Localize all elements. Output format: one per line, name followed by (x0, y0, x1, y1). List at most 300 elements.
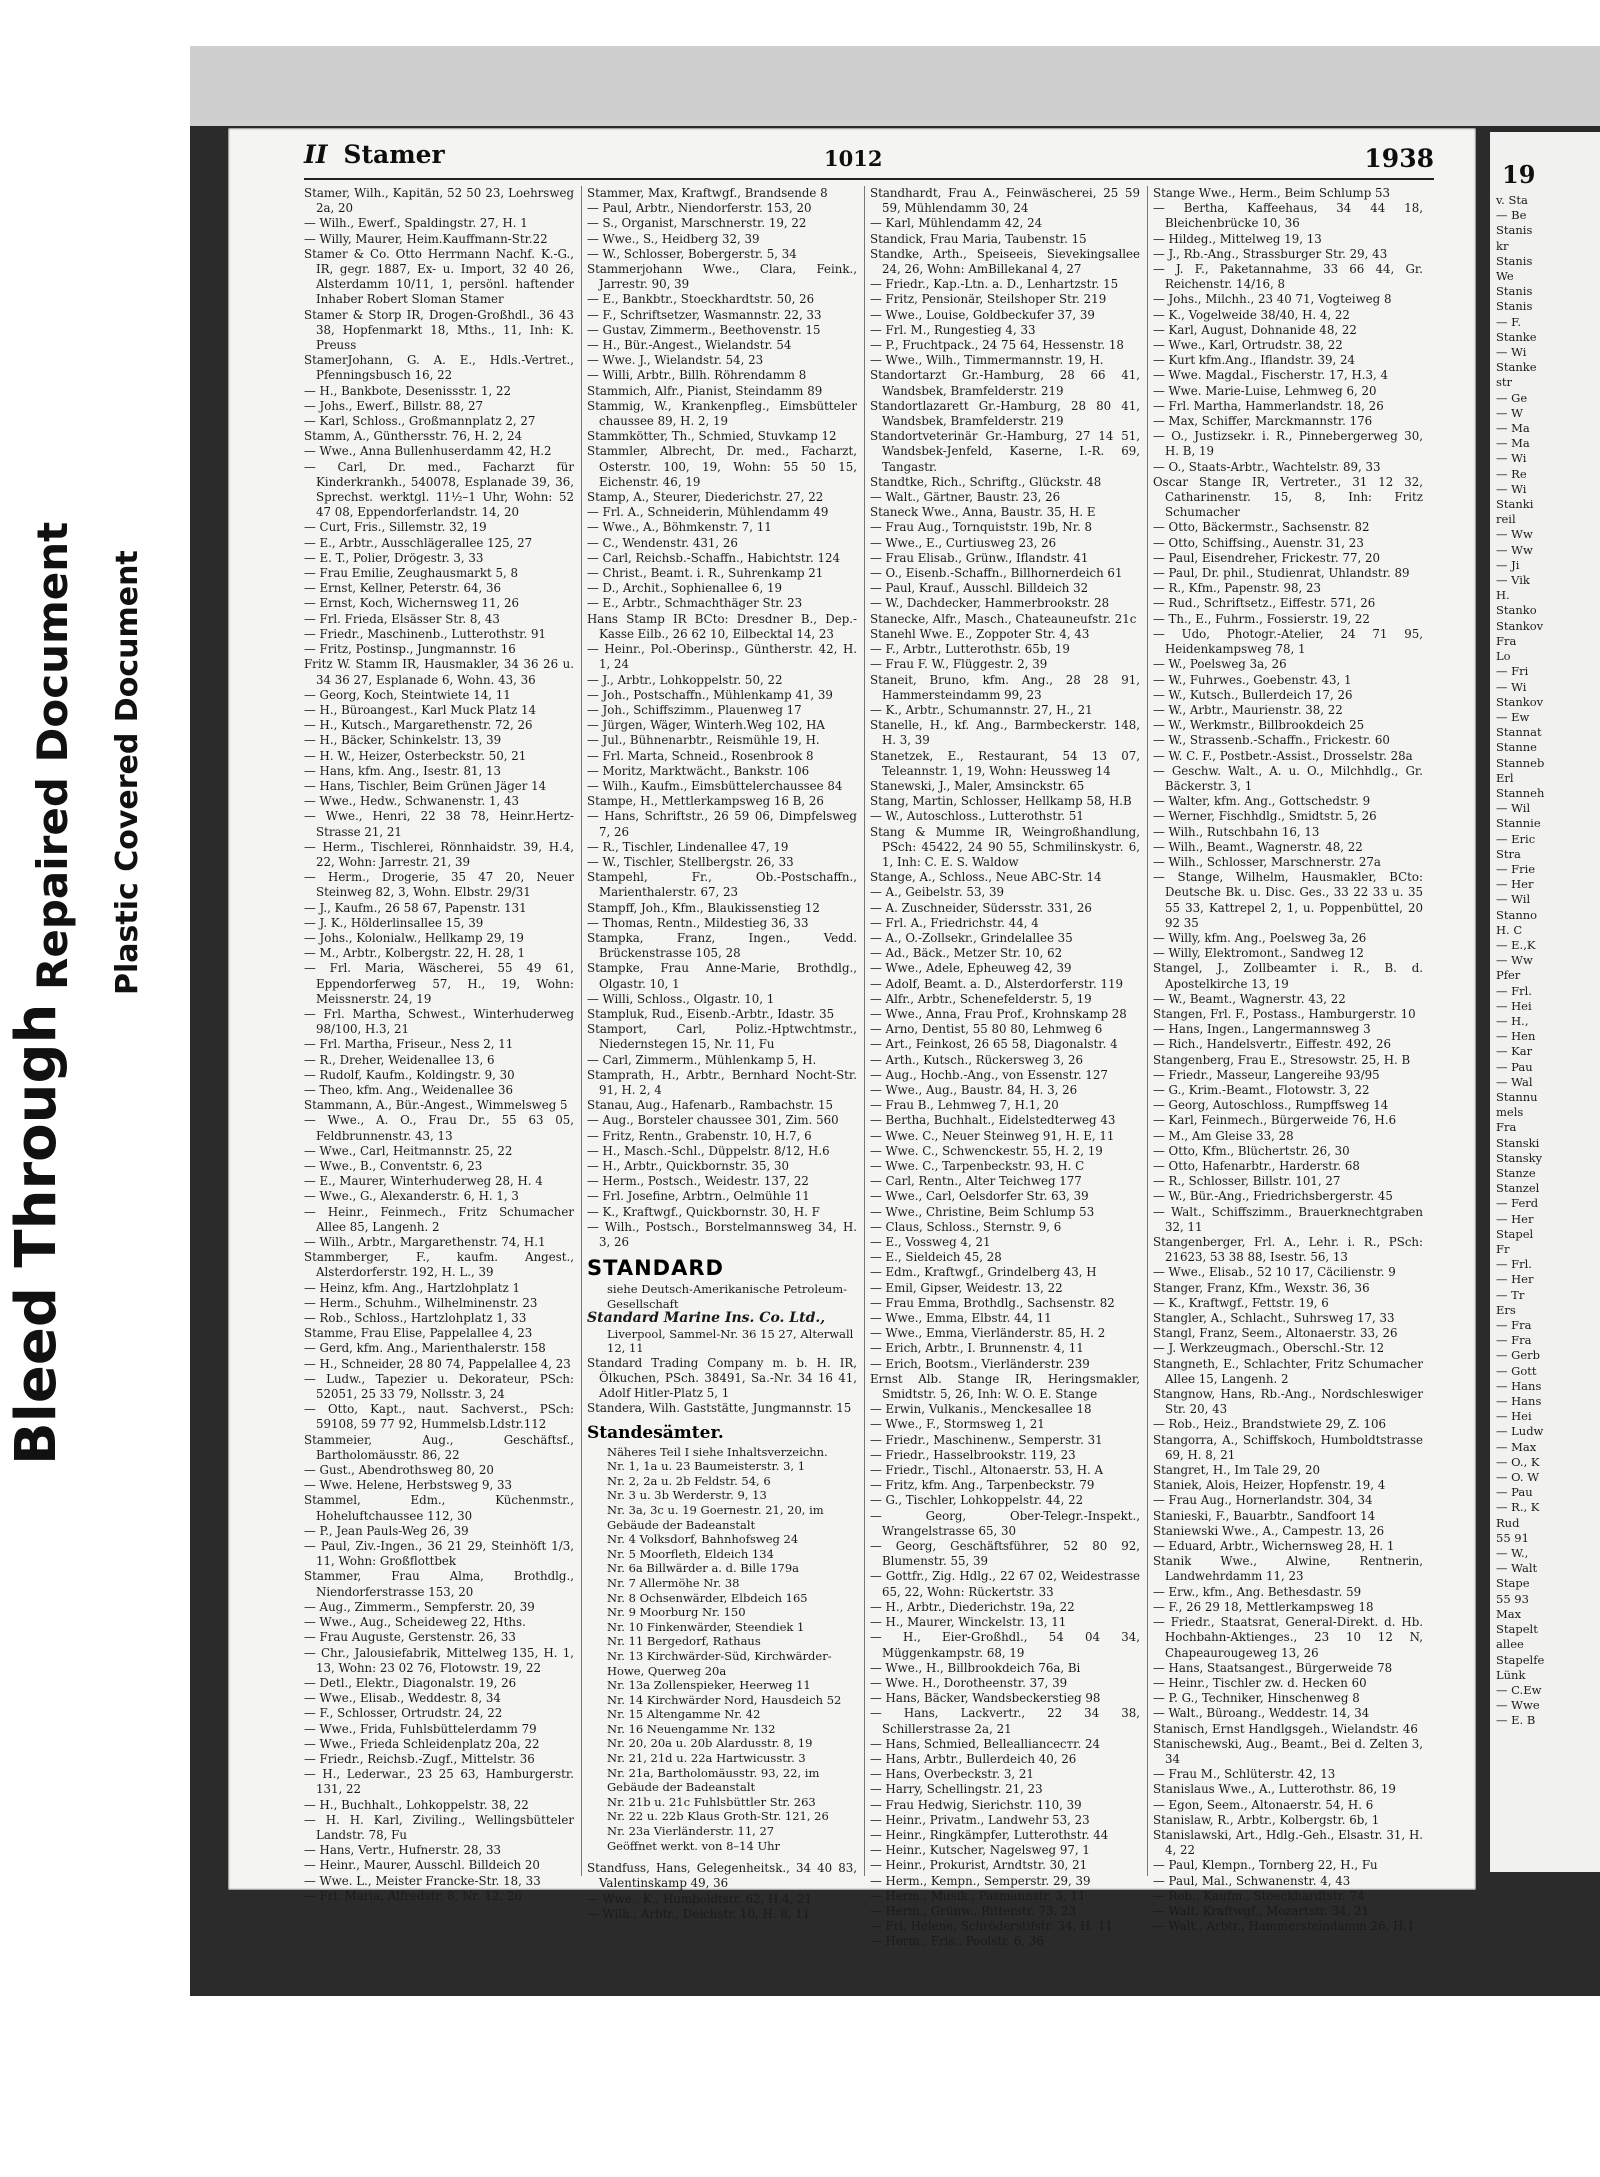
directory-entry: — W., Arbtr., Maurienstr. 38, 22 (1153, 702, 1343, 717)
directory-entry: — Jul., Bühnenarbtr., Reismühle 19, H. (587, 733, 820, 748)
directory-entry: — J. Werkzeugmach., Oberschl.-Str. 12 (1153, 1341, 1385, 1356)
adjacent-page-fragment: — Gerb (1496, 1348, 1541, 1363)
directory-entry: — Heinr., Prokurist, Arndtstr. 30, 21 (870, 1858, 1088, 1873)
adjacent-page-fragment: — Be (1496, 208, 1527, 223)
directory-entry: Standick, Frau Maria, Taubenstr. 15 (870, 231, 1087, 246)
directory-entry: — P. G., Techniker, Hinschenweg 8 (1153, 1691, 1360, 1706)
directory-entry: — F., Schlosser, Ortrudstr. 24, 22 (304, 1706, 503, 1721)
directory-entry: — W., Strassenb.-Schaffn., Frickestr. 60 (1153, 733, 1390, 748)
directory-entry: — Frl. Martha, Friseur., Ness 2, 11 (304, 1037, 514, 1052)
directory-entry: — W., Autoschloss., Lutterothstr. 51 (870, 809, 1084, 824)
directory-entry: — Frau Emilie, Zeughausmarkt 5, 8 (304, 566, 518, 581)
directory-entry: — H., Arbtr., Quickbornstr. 35, 30 (587, 1159, 789, 1173)
directory-entry: — J. K., Hölderlinsallee 15, 39 (304, 915, 484, 930)
adjacent-page-fragment: Stansky (1496, 1150, 1543, 1165)
adjacent-page-fragment: Erl (1496, 770, 1514, 785)
directory-entry: — Gerd, kfm. Ang., Marienthalerstr. 158 (304, 1341, 546, 1356)
directory-entry: — Arno, Dentist, 55 80 80, Lehmweg 6 (870, 1022, 1103, 1037)
directory-entry: — Wwe., Wilh., Timmermannstr. 19, H. (870, 353, 1104, 368)
directory-entry: — Wwe. L., Meister Francke-Str. 18, 33 (304, 1873, 541, 1888)
directory-entry: — Ernst, Kellner, Peterstr. 64, 36 (304, 581, 502, 596)
adjacent-page-fragment: — Pau (1496, 1059, 1533, 1074)
directory-entry: — Wwe. C., Tarpenbeckstr. 93, H. C (870, 1159, 1085, 1173)
directory-entry: — Wwe., F., Stormsweg 1, 21 (870, 1417, 1045, 1432)
adjacent-page-fragment: reil (1496, 512, 1516, 527)
directory-entry: — Hans, Staatsangest., Bürgerweide 78 (1153, 1660, 1393, 1675)
directory-entry: — Heinr., Pol.-Oberinsp., Güntherstr. 42, H. 1, 24 (587, 642, 857, 672)
directory-entry: Stanger, Franz, Kfm., Wexstr. 36, 36 (1153, 1280, 1370, 1295)
directory-entry: Staniewski Wwe., A., Campestr. 13, 26 (1153, 1523, 1385, 1538)
directory-entry: Stange Wwe., Herm., Beim Schlump 53 (1153, 186, 1391, 200)
standard-note: siehe Deutsch-Amerikanische Petroleum-Gesellschaft (607, 1282, 848, 1311)
directory-entry: — Georg, Geschäftsführer, 52 80 92, Blumenstr. 55, 39 (870, 1539, 1140, 1569)
directory-entry: — Rob., Heiz., Brandstwiete 29, Z. 106 (1153, 1417, 1386, 1432)
directory-entry: — K., Kraftwgf., Quickbornstr. 30, H. F (587, 1204, 820, 1219)
directory-entry: Stangret, H., Im Tale 29, 20 (1153, 1463, 1321, 1478)
directory-entry: Nr. 15 Altengamme Nr. 42 (607, 1707, 761, 1722)
directory-entry: Stammberger, F., kaufm. Angest., Alsterdorferstr. 192, H. L., 39 (304, 1250, 574, 1280)
directory-entry: — Alfr., Arbtr., Schenefelderstr. 5, 19 (870, 991, 1092, 1006)
adjacent-page-fragment: mels (1496, 1105, 1524, 1120)
adjacent-page-fragment: — Ludw (1496, 1424, 1544, 1439)
directory-entry: — W. C. F., Postbetr.-Assist., Drosselstr. 28a (1153, 748, 1413, 763)
directory-entry: — Paul, Mal., Schwanenstr. 4, 43 (1153, 1873, 1351, 1888)
directory-entry: Stammer, Max, Kraftwgf., Brandsende 8 (587, 186, 828, 200)
adjacent-page-fragment: — Frl. (1496, 983, 1532, 998)
directory-entry: — K., Vogelweide 38/40, H. 4, 22 (1153, 307, 1350, 322)
directory-entry: — Eduard, Arbtr., Wichernsweg 28, H. 1 (1153, 1539, 1395, 1554)
directory-entry: — Paul, Arbtr., Niendorferstr. 153, 20 (587, 201, 812, 216)
directory-entry: Stammel, Edm., Küchenmstr., Hoheluftchaussee 112, 30 (304, 1493, 574, 1523)
directory-entry: Geöffnet werkt. von 8–14 Uhr (607, 1838, 781, 1853)
adjacent-page-fragment: — Hans (1496, 1394, 1542, 1409)
directory-entry: — A., O.-Zollsekr., Grindelallee 35 (870, 930, 1073, 945)
adjacent-page-fragment: — Kar (1496, 1044, 1533, 1059)
directory-entry: — M., Arbtr., Kolbergstr. 22, H. 28, 1 (304, 946, 525, 961)
directory-entry: — H., Masch.-Schl., Düppelstr. 8/12, H.6 (587, 1143, 830, 1158)
adjacent-page-fragment: — Ji (1496, 557, 1520, 572)
directory-entry: — Geschw. Walt., A. u. O., Milchhdlg., Gr. Bäckerstr. 3, 1 (1153, 763, 1423, 793)
directory-entry: Nr. 5 Moorfleth, Eldeich 134 (607, 1546, 774, 1561)
directory-entry: — Wilh., Arbtr., Margarethenstr. 74, H.1 (304, 1235, 546, 1250)
standard-marine-name: Standard Marine Ins. Co. Ltd., (587, 1310, 826, 1327)
directory-entry: — Wilh., Postsch., Borstelmannsweg 34, H. 3, 26 (587, 1219, 857, 1250)
directory-entry: — J., Kaufm., 26 58 67, Papenstr. 131 (304, 900, 527, 915)
column-divider (581, 186, 582, 1876)
directory-entry: — Wwe., Frida, Fuhlsbüttelerdamm 79 (304, 1721, 537, 1736)
adjacent-page-fragment: Stanki (1496, 497, 1534, 512)
directory-entry: — Georg, Autoschloss., Rumpffsweg 14 (1153, 1098, 1389, 1113)
adjacent-page-fragment: Stanzel (1496, 1181, 1540, 1196)
directory-entry: — Wwe., Anna, Frau Prof., Krohnskamp 28 (870, 1006, 1127, 1021)
directory-entry: Stampff, Joh., Kfm., Blaukissenstieg 12 (587, 900, 820, 915)
directory-entry: — Arth., Kutsch., Rückersweg 3, 26 (870, 1052, 1084, 1067)
directory-entry: — Georg, Ober-Telegr.-Inspekt., Wrangelstrasse 65, 30 (870, 1508, 1140, 1538)
directory-entry: Standortlazarett Gr.-Hamburg, 28 80 41, Wandsbek, Bramfelderstr. 219 (870, 398, 1140, 429)
adjacent-page-fragment: Stape (1496, 1576, 1530, 1591)
directory-entry: — Heinr., Tischler zw. d. Hecken 60 (1153, 1675, 1367, 1690)
directory-entry: — E., Arbtr., Ausschlägerallee 125, 27 (304, 535, 533, 550)
directory-entry: — Wwe. Helene, Herbstsweg 9, 33 (304, 1478, 513, 1493)
adjacent-page-fragment: Fr (1496, 1242, 1510, 1257)
directory-entry: Nr. 21b u. 21c Fuhlsbüttler Str. 263 (607, 1794, 816, 1809)
column-4 (1153, 186, 1423, 1934)
standard-heading: STANDARD (587, 1256, 724, 1281)
directory-entry: Hans Stamp IR BCto: Dresdner B., Dep.-Kasse Eilb., 26 62 10, Eilbecktal 14, 23 (587, 611, 857, 641)
directory-entry: — Fritz, Rentn., Grabenstr. 10, H.7, 6 (587, 1128, 812, 1143)
adjacent-page-edge (1490, 132, 1600, 1872)
directory-entry: — Willy, Maurer, Heim.Kauffmann-Str.22 (304, 231, 548, 246)
directory-entry: — H., Eier-Großhdl., 54 04 34, Müggenkampstr. 68, 19 (870, 1630, 1140, 1660)
directory-entry: — Rob., Schloss., Hartzlohplatz 1, 33 (304, 1311, 527, 1326)
directory-entry: — Wwe., Elisab., Weddestr. 8, 34 (304, 1691, 501, 1706)
directory-entry: — Wilh., Kaufm., Eimsbüttelerchaussee 84 (587, 778, 843, 793)
directory-entry: — Carl, Rentn., Alter Teichweg 177 (870, 1174, 1082, 1189)
directory-entry: — W., Beamt., Wagnerstr. 43, 22 (1153, 991, 1346, 1006)
directory-entry: — Herm., Drogerie, 35 47 20, Neuer Steinweg 82, 3, Wohn. Elbstr. 29/31 (304, 870, 574, 900)
directory-entry: — W., Bür.-Ang., Friedrichsbergerstr. 45 (1153, 1189, 1393, 1204)
column-divider (1147, 186, 1148, 1876)
adjacent-page-fragment: — W., (1496, 1546, 1529, 1561)
adjacent-page-fragment: Stapelfe (1496, 1652, 1545, 1667)
directory-entry: — Chr., Jalousiefabrik, Mittelweg 135, H. 1, 13, Wohn: 23 02 76, Flotowstr. 19, 22 (304, 1645, 574, 1675)
directory-entry: — W., Schlosser, Bobergerstr. 5, 34 (587, 246, 797, 261)
adjacent-page-fragment: — Hen (1496, 1029, 1536, 1044)
adjacent-page-fragment: — Max (1496, 1439, 1537, 1454)
bleed-through-label: Bleed Through (4, 1003, 69, 1465)
directory-entry: — Erich, Bootsm., Vierländerstr. 239 (870, 1356, 1090, 1371)
adjacent-page-fragment: — Her (1496, 1211, 1534, 1226)
adjacent-page-fragment: Stanis (1496, 299, 1533, 314)
directory-entry: — Harry, Schellingstr. 21, 23 (870, 1782, 1043, 1797)
directory-entry: Nr. 4 Volksdorf, Bahnhofsweg 24 (607, 1532, 799, 1547)
directory-entry: Ernst Alb. Stange IR, Heringsmakler, Smidtstr. 5, 26, Inh: W. O. E. Stange (870, 1371, 1140, 1402)
adjacent-page-fragment: — Wil (1496, 892, 1531, 907)
directory-entry: Nr. 9 Moorburg Nr. 150 (607, 1605, 746, 1620)
directory-entry: — Heinr., Ringkämpfer, Lutterothstr. 44 (870, 1827, 1109, 1842)
directory-entry: — Frl. Helene, Schröderstifstr. 34, H. 11 (870, 1919, 1113, 1934)
directory-entry: Staneit, Bruno, kfm. Ang., 28 28 91, Hammersteindamm 99, 23 (870, 672, 1140, 702)
adjacent-page-fragment: Stanze (1496, 1166, 1536, 1180)
directory-entry: Standtke, Rich., Schriftg., Glückstr. 48 (870, 474, 1102, 489)
directory-entry: — Egon, Seem., Altonaerstr. 54, H. 6 (1153, 1797, 1374, 1812)
directory-entry: — Max, Schiffer, Marckmannstr. 176 (1153, 414, 1373, 429)
directory-entry: — Ludw., Tapezier u. Dekorateur, PSch: 52051, 25 33 79, Nollsstr. 3, 24 (304, 1371, 574, 1402)
directory-entry: — P., Fruchtpack., 24 75 64, Hessenstr. 18 (870, 338, 1124, 353)
adjacent-page-fragment: — Hans (1496, 1378, 1542, 1393)
directory-entry: — Frl. Marta, Schneid., Rosenbrook 8 (587, 748, 814, 763)
directory-entry: — Hans, Schriftstr., 26 59 06, Dimpfelsweg 7, 26 (587, 809, 857, 839)
directory-entry: — E., Arbtr., Schmachthäger Str. 23 (587, 596, 803, 611)
directory-entry: — Wwe. C., Neuer Steinweg 91, H. E, 11 (870, 1128, 1115, 1143)
directory-entry: Nr. 10 Finkenwärder, Steendiek 1 (607, 1619, 805, 1634)
adjacent-page-fragment: Stannie (1496, 816, 1541, 831)
page-year: 1938 (1364, 144, 1434, 173)
adjacent-page-fragment: Stanke (1496, 360, 1537, 375)
directory-entry: — J. F., Paketannahme, 33 66 44, Gr. Reichenstr. 14/16, 8 (1153, 262, 1423, 292)
directory-entry: — Kurt kfm.Ang., Iflandstr. 39, 24 (1153, 353, 1356, 368)
adjacent-page-fragment: Lo (1496, 649, 1511, 664)
directory-page (228, 128, 1476, 1949)
directory-entry: — Frau B., Lehmweg 7, H.1, 20 (870, 1098, 1059, 1113)
directory-entry: — Wwe., B., Conventstr. 6, 23 (304, 1159, 483, 1173)
adjacent-page-fragment: Stanko (1496, 603, 1537, 618)
adjacent-page-fragment: — H., (1496, 1013, 1529, 1028)
directory-entry: Stammeier, Aug., Geschäftsf., Bartholomäusstr. 86, 22 (304, 1432, 574, 1462)
directory-entry: — Frau Elisab., Grünw., Iflandstr. 41 (870, 550, 1089, 565)
adjacent-page-fragment: kr (1496, 238, 1509, 253)
directory-entry: — E. T., Polier, Drögestr. 3, 33 (304, 550, 484, 565)
directory-entry: — Herm., Schuhm., Wilhelminenstr. 23 (304, 1295, 538, 1310)
directory-entry: — R., Kfm., Papenstr. 98, 23 (1153, 581, 1322, 596)
directory-entry: Nr. 8 Ochsenwärder, Elbdeich 165 (607, 1590, 808, 1605)
directory-entry: Stanewski, J., Maler, Amsinckstr. 65 (870, 778, 1085, 793)
directory-entry: Fritz W. Stamm IR, Hausmakler, 34 36 26 u. 34 36 27, Esplanade 6, Wohn. 43, 36 (304, 657, 574, 687)
directory-entry: — Wwe., Carl, Heitmannstr. 25, 22 (304, 1143, 513, 1158)
directory-entry: — Wwe., Henri, 22 38 78, Heinr.Hertz-Strasse 21, 21 (304, 809, 574, 839)
adjacent-page-fragment: — O., K (1496, 1454, 1540, 1469)
directory-entry: — Frl. A., Friedrichstr. 44, 4 (870, 915, 1039, 930)
header-rule (304, 178, 1434, 180)
directory-entry: — W., Kutsch., Bullerdeich 17, 26 (1153, 687, 1353, 702)
adjacent-page-fragment: str (1496, 375, 1513, 390)
directory-entry: — Joh., Postschaffn., Mühlenkamp 41, 39 (587, 687, 833, 702)
adjacent-page-fragment: — E. B (1496, 1713, 1536, 1728)
directory-entry: — G., Krim.-Beamt., Flotowstr. 3, 22 (1153, 1082, 1370, 1097)
directory-entry: — K., Kraftwgf., Fettstr. 19, 6 (1153, 1295, 1329, 1310)
directory-entry: — Hans, Ingen., Langermannsweg 3 (1153, 1022, 1371, 1037)
directory-entry: — F., 26 29 18, Mettlerkampsweg 18 (1153, 1599, 1374, 1614)
directory-entry: Stamme, Frau Elise, Pappelallee 4, 23 (304, 1326, 533, 1341)
directory-entry: Stampehl, Fr., Ob.-Postschaffn., Marienthalerstr. 67, 23 (587, 870, 857, 900)
adjacent-page-fragment: — Her (1496, 877, 1534, 892)
directory-entry: — Paul, Dr. phil., Studienrat, Uhlandstr. 89 (1153, 566, 1410, 581)
adjacent-page-fragment: — Wwe (1496, 1698, 1540, 1713)
directory-entry: StamerJohann, G. A. E., Hdls.-Vertret., Pfenningsbusch 16, 22 (304, 353, 574, 383)
directory-entry: Stammann, A., Bür.-Angest., Wimmelsweg 5 (304, 1098, 568, 1113)
directory-entry: — Ad., Bäck., Metzer Str. 10, 62 (870, 946, 1063, 961)
directory-entry: — Hildeg., Mittelweg 19, 13 (1153, 231, 1322, 246)
directory-entry: — Frl. M., Rungestieg 4, 33 (870, 322, 1036, 337)
directory-entry: — Wwe., Carl, Oelsdorfer Str. 63, 39 (870, 1189, 1089, 1204)
directory-entry: — Paul, Krauf., Ausschl. Billdeich 32 (870, 581, 1089, 596)
directory-entry: — Emil, Gipser, Weidestr. 13, 22 (870, 1280, 1063, 1295)
directory-entry: — Otto, Kfm., Blüchertstr. 26, 30 (1153, 1143, 1350, 1158)
directory-entry: — Frl. Martha, Hammerlandstr. 18, 26 (1153, 398, 1384, 413)
directory-entry: — W., Fuhrwes., Goebenstr. 43, 1 (1153, 672, 1352, 687)
directory-entry: — Gottfr., Zig. Hdlg., 22 67 02, Weidestrasse 65, 22, Wohn: Rückertstr. 33 (870, 1569, 1140, 1599)
directory-entry: Stang, Martin, Schlosser, Hellkamp 58, H.B (870, 794, 1132, 809)
adjacent-page-fragment: — Ferd (1496, 1196, 1539, 1211)
directory-entry: — Art., Feinkost, 26 65 58, Diagonalstr. 4 (870, 1037, 1118, 1052)
directory-entry: — Walt., Büroang., Weddestr. 14, 34 (1153, 1706, 1370, 1721)
adjacent-page-fragment: — Ew (1496, 709, 1530, 724)
directory-entry: Standhardt, Frau A., Feinwäscherei, 25 59 59, Mühlendamm 30, 24 (870, 186, 1140, 216)
adjacent-page-fragment: — Frie (1496, 861, 1536, 876)
directory-entry: — Walter, kfm. Ang., Gottschedstr. 9 (1153, 794, 1371, 809)
adjacent-page-fragment: — Hei (1496, 998, 1532, 1013)
adjacent-page-fragment: — Wi (1496, 345, 1527, 360)
adjacent-page-fragment: Stanneh (1496, 785, 1545, 800)
adjacent-page-fragment: — Vik (1496, 573, 1530, 588)
adjacent-page-fragment: — Wi (1496, 451, 1527, 466)
directory-entry: — Fritz, Pensionär, Steilshoper Str. 219 (870, 292, 1107, 307)
directory-entry: — Jürgen, Wäger, Winterh.Weg 102, HA (587, 718, 825, 733)
directory-entry: — Wwe., S., Heidberg 32, 39 (587, 231, 760, 246)
directory-entry: — R., Dreher, Weidenallee 13, 6 (304, 1052, 495, 1067)
directory-entry: Stangneth, E., Schlachter, Fritz Schumacher Allee 15, Langenh. 2 (1153, 1356, 1423, 1386)
directory-entry: — J., Rb.-Ang., Strassburger Str. 29, 43 (1153, 246, 1388, 261)
directory-entry: — Wwe., Hedw., Schwanenstr. 1, 43 (304, 794, 520, 809)
adjacent-page-fragment: Stankov (1496, 618, 1544, 633)
directory-entry: Stampe, H., Mettlerkampsweg 16 B, 26 (587, 794, 824, 809)
directory-entry: — R., Tischler, Lindenallee 47, 19 (587, 839, 789, 854)
directory-entry: — Wwe., Christine, Beim Schlump 53 (870, 1204, 1095, 1219)
standesamter-intro: Näheres Teil I siehe Inhaltsverzeichn. (607, 1444, 828, 1459)
directory-entry: Stanau, Aug., Hafenarb., Rambachstr. 15 (587, 1098, 834, 1113)
directory-entry: — F., Arbtr., Lutterothstr. 65b, 19 (870, 642, 1070, 657)
directory-entry: — Otto, Schiffsing., Auenstr. 31, 23 (1153, 535, 1364, 550)
standard-marine-details: Liverpool, Sammel-Nr. 36 15 27, Alterwall 12, 11 (607, 1326, 854, 1356)
adjacent-page-fragment: — F. (1496, 314, 1521, 329)
directory-entry: — Hans, Bäcker, Wandsbeckerstieg 98 (870, 1691, 1101, 1706)
directory-entry: Stanisch, Ernst Handlgsgeh., Wielandstr. 46 (1153, 1721, 1418, 1736)
directory-entry: — Theo, kfm. Ang., Weidenallee 36 (304, 1082, 514, 1097)
directory-entry: Stanislawski, Art., Hdlg.-Geh., Elsastr. 31, H. 4, 22 (1153, 1827, 1423, 1858)
directory-entry: — H., Lederwar., 23 25 63, Hamburgerstr. 131, 22 (304, 1767, 574, 1797)
directory-entry: — H., Bürоangest., Karl Muck Platz 14 (304, 702, 536, 717)
directory-entry: — Friedr., Masseur, Langereihe 93/95 (1153, 1067, 1380, 1082)
directory-entry: — P., Jean Pauls-Weg 26, 39 (304, 1523, 469, 1538)
directory-entry: Stangen, Frl. F., Postass., Hamburgerstr. 10 (1153, 1006, 1416, 1021)
directory-entry: — Karl, August, Dohnanide 48, 22 (1153, 322, 1357, 337)
directory-entry: — H., Bür.-Angest., Wielandstr. 54 (587, 338, 792, 353)
directory-entry: — H. W., Heizer, Osterbeckstr. 50, 21 (304, 748, 527, 763)
adjacent-page-fragment: 55 93 (1496, 1591, 1529, 1606)
adjacent-page-fragment: — Wi (1496, 481, 1527, 496)
directory-entry: — Karl, Feinmech., Bürgerweide 76, H.6 (1153, 1113, 1397, 1128)
directory-entry: — Frl. Maria, Wäscherei, 55 49 61, Eppendorferweg 57, H., 19, Wohn: Meissnerstr. 24, 19 (304, 961, 574, 1006)
directory-entry: Stammler, Albrecht, Dr. med., Facharzt, Osterstr. 100, 19, Wohn: 55 50 15, Eichenstr. 46, 19 (587, 444, 857, 489)
adjacent-page-fragment: Stanis (1496, 223, 1533, 238)
directory-entry: — Wwe. C., Schwenckestr. 55, H. 2, 19 (870, 1143, 1103, 1158)
directory-entry: — Curt, Fris., Sillemstr. 32, 19 (304, 520, 487, 535)
directory-entry: — Wwe., H., Billbrookdeich 76a, Bi (870, 1660, 1081, 1675)
directory-entry: — Otto, Kapt., naut. Sachverst., PSch: 59108, 59 77 92, Hummelsb.Ldstr.112 (304, 1402, 574, 1432)
directory-entry: — Wilh., Ewerf., Spaldingstr. 27, H. 1 (304, 216, 528, 231)
adjacent-page-fragment: Stanno (1496, 907, 1538, 922)
directory-entry: — Friedr., Tischl., Altonaerstr. 53, H. A (870, 1463, 1104, 1478)
directory-entry: Nr. 3 u. 3b Werderstr. 9, 13 (607, 1488, 767, 1503)
directory-entry: — Detl., Elektr., Diagonalstr. 19, 26 (304, 1675, 517, 1690)
directory-entry: — H., Bäcker, Schinkelstr. 13, 39 (304, 733, 502, 748)
standera-entry: Standera, Wilh. Gaststätte, Jungmannstr. 15 (587, 1401, 852, 1416)
plastic-covered-label: Plastic Covered Document (110, 550, 145, 995)
directory-entry: — Friedr., Maschinenw., Semperstr. 31 (870, 1432, 1103, 1447)
standard-trading: Standard Trading Company m. b. H. IR, Ölkuchen, PSch. 38491, Sa.-Nr. 34 16 41, Adolf Hitler-Platz 5, 1 (587, 1355, 857, 1401)
adjacent-page-fragment: — Walt (1496, 1561, 1538, 1576)
directory-entry: Stamprath, H., Arbtr., Bernhard Nocht-Str. 91, H. 2, 4 (587, 1067, 857, 1097)
directory-entry: Nr. 11 Bergedorf, Rathaus (607, 1634, 761, 1649)
directory-entry: — Hans, kfm. Ang., Isestr. 81, 13 (304, 763, 501, 778)
directory-entry: Stammich, Alfr., Pianist, Steindamm 89 (587, 383, 823, 398)
directory-entry: — Adolf, Beamt. a. D., Alsterdorferstr. 119 (870, 976, 1124, 991)
directory-entry: — Wwe., Karl, Ortrudstr. 38, 22 (1153, 338, 1343, 353)
directory-entry: — R., Schlosser, Billstr. 101, 27 (1153, 1174, 1341, 1189)
adjacent-page-fragment: — Ww (1496, 542, 1533, 557)
directory-entry: — Hans, Vertr., Hufnerstr. 28, 33 (304, 1843, 502, 1858)
directory-entry: — W., Werkmstr., Billbrookdeich 25 (1153, 718, 1365, 733)
directory-entry: — Wwe., Aug., Baustr. 84, H. 3, 26 (870, 1082, 1078, 1097)
adjacent-page-fragment: Stanski (1496, 1135, 1540, 1150)
directory-entry: — Heinr., Kutscher, Nagelsweg 97, 1 (870, 1843, 1090, 1858)
directory-entry: — Walt, Kraftwgf., Mozartstr. 34, 21 (1153, 1903, 1370, 1918)
directory-entry: — A. Zuschneider, Südersstr. 331, 26 (870, 900, 1092, 915)
adjacent-page-fragment: — Re (1496, 466, 1527, 481)
directory-entry: Stangenberger, Frl. A., Lehr. i. R., PSch: 21623, 53 38 88, Isestr. 56, 13 (1153, 1235, 1423, 1265)
directory-entry: — Wilh., Rutschbahn 16, 13 (1153, 824, 1320, 839)
directory-entry: Stamer & Co. Otto Herrmann Nachf. K.-G., IR, gegr. 1887, Ex- u. Import, 32 40 26, Alsterdamm 10/11, 1, persönl. haftender Inhaber Robert Sloman Stamer (304, 246, 574, 307)
column-3 (870, 186, 1140, 1949)
directory-entry: — Rudolf, Kaufm., Koldingstr. 9, 30 (304, 1067, 515, 1082)
directory-entry: — Aug., Zimmerm., Sempferstr. 20, 39 (304, 1599, 535, 1614)
directory-entry: — Herm., Postsch., Weidestr. 137, 22 (587, 1174, 809, 1189)
directory-entry: — W., Poelsweg 3a, 26 (1153, 657, 1287, 672)
directory-entry: — H., Arbtr., Diederichstr. 19a, 22 (870, 1599, 1075, 1614)
directory-entry: — Wwe. H., Dorotheenstr. 37, 39 (870, 1675, 1068, 1690)
directory-entry: — W., Dachdecker, Hammerbrookstr. 28 (870, 596, 1110, 611)
directory-entry: — Frau F. W., Flüggestr. 2, 39 (870, 657, 1048, 672)
directory-entry: — Heinr., Privatm., Landwehr 53, 23 (870, 1812, 1090, 1827)
directory-entry: Stammerjohann Wwe., Clara, Feink., Jarrestr. 90, 39 (587, 262, 857, 292)
directory-entry: — Gustav, Zimmerm., Beethovenstr. 15 (587, 322, 821, 337)
directory-entry: — Carl, Dr. med., Facharzt für Kinderkrankh., 540078, Esplanade 39, 36, Sprechst. werktgl. 11½–1 Uhr, Wohn: 52 47 08, Eppendorferlandstr. 14, 20 (304, 459, 574, 520)
adjacent-page-fragment: Stapelt (1496, 1622, 1538, 1637)
directory-entry: — Frau Aug., Hornerlandstr. 304, 34 (1153, 1493, 1373, 1508)
directory-entry: Nr. 21, 21d u. 22a Hartwicusstr. 3 (607, 1751, 806, 1766)
directory-entry: — Karl, Schloss., Großmannplatz 2, 27 (304, 414, 536, 429)
directory-entry: — Wwe. Marie-Luise, Lehmweg 6, 20 (1153, 383, 1377, 398)
directory-entry: Stanelle, H., kf. Ang., Barmbeckerstr. 148, H. 3, 39 (870, 718, 1140, 748)
adjacent-page-fragment: Max (1496, 1606, 1522, 1621)
directory-entry: — Herm., Grünw., Ritterstr. 73, 23 (870, 1903, 1077, 1918)
directory-entry: — Bertha, Buchhalt., Eidelstedterweg 43 (870, 1113, 1116, 1128)
directory-entry: Stamm, A., Günthersstr. 76, H. 2, 24 (304, 429, 523, 444)
adjacent-page-fragment: Lünk (1496, 1667, 1526, 1682)
adjacent-page-fragment: We (1496, 269, 1514, 284)
directory-entry: — C., Wendenstr. 431, 26 (587, 535, 738, 550)
directory-entry: — Frl. Maria, Alfredstr. 8, Nr. 12, 26 (304, 1888, 522, 1903)
adjacent-page-fragment: — Gott (1496, 1363, 1537, 1378)
adjacent-page-fragment: Stanis (1496, 284, 1533, 299)
directory-entry: — Carl, Zimmerm., Mühlenkamp 5, H. (587, 1052, 817, 1067)
directory-entry: — Walt., Arbtr., Hammersteindamm 26, H.1 (1153, 1919, 1415, 1934)
directory-entry: Stangenberg, Frau E., Stresowstr. 25, H. B (1153, 1052, 1411, 1067)
directory-entry: — Walt., Gärtner, Baustr. 23, 26 (870, 490, 1061, 505)
directory-entry: Stamp, A., Steurer, Diederichstr. 27, 22 (587, 490, 824, 505)
directory-entry: — Rich., Handelsvertr., Eiffestr. 492, 26 (1153, 1037, 1391, 1052)
adjacent-page-fragment: Stanneb (1496, 755, 1545, 770)
directory-entry: Stangl, Franz, Seem., Altonaerstr. 33, 26 (1153, 1326, 1398, 1341)
directory-entry: — Frau Auguste, Gerstenstr. 26, 33 (304, 1630, 516, 1645)
directory-entry: — M., Am Gleise 33, 28 (1153, 1128, 1294, 1143)
directory-entry: — Frau Hedwig, Sierichstr. 110, 39 (870, 1797, 1082, 1812)
directory-entry: — Wilh., Arbtr., Deichstr. 10, H. 8, 11 (587, 1906, 811, 1921)
directory-entry: — Aug., Borsteler chaussee 301, Zim. 560 (587, 1113, 839, 1128)
adjacent-page-fragment: — Ma (1496, 421, 1530, 436)
adjacent-page-fragment: H. (1496, 588, 1510, 603)
directory-entry: — D., Archit., Sophienallee 6, 19 (587, 581, 782, 596)
